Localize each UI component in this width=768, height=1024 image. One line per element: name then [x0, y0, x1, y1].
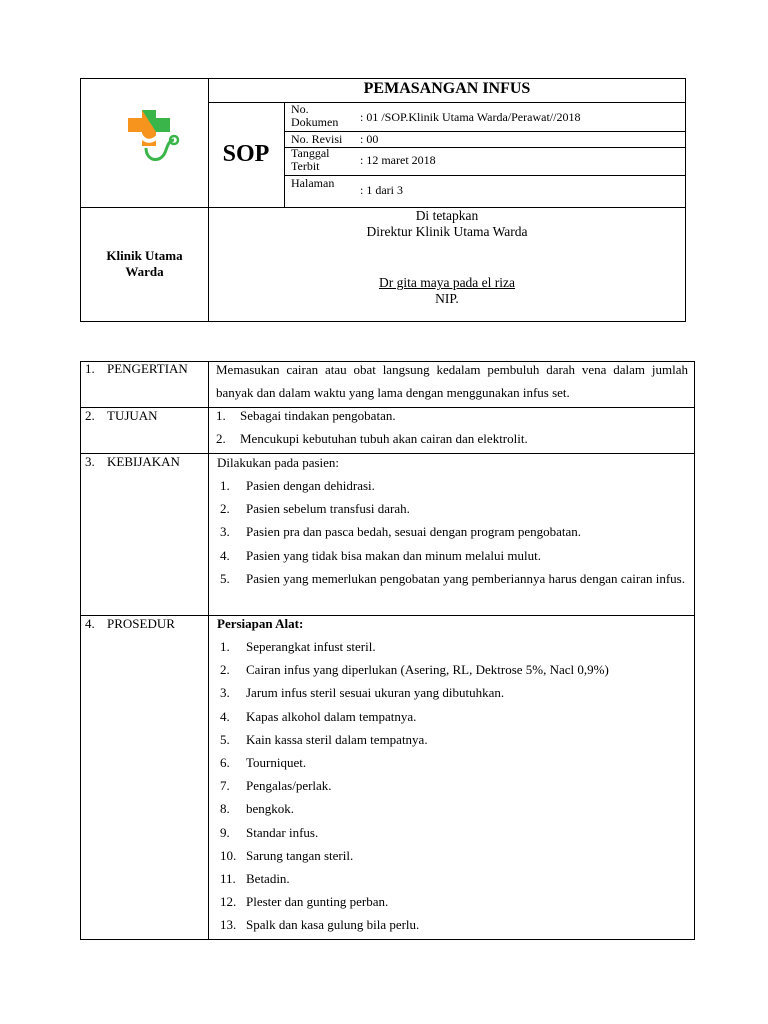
section-number: 3.	[85, 454, 95, 469]
signatory-name: Dr gita maya pada el riza	[378, 275, 516, 290]
section-number: 4.	[85, 616, 95, 631]
plus-stethoscope-icon	[116, 104, 182, 170]
clinic-name	[81, 248, 208, 280]
list-item: 1. Sebagai tindakan pengobatan.	[216, 408, 396, 423]
section-title: TUJUAN	[107, 408, 158, 423]
list-item: 2. Pasien sebelum transfusi darah.	[220, 501, 410, 517]
meta-label-no-revisi: No. Revisi	[291, 132, 343, 146]
section-title: KEBIJAKAN	[107, 454, 180, 469]
tujuan-list	[216, 404, 688, 450]
list-item: 7. Pengalas/perlak.	[220, 778, 332, 794]
document-title: PEMASANGAN INFUS	[363, 80, 531, 97]
section-label-pengertian	[85, 361, 188, 377]
signatory-nip: NIP.	[435, 291, 459, 306]
list-item: 1. Seperangkat infust steril.	[220, 639, 376, 654]
approval-line-2: Direktur Klinik Utama Warda	[366, 224, 528, 239]
list-item: 2. Cairan infus yang diperlukan (Asering, RL, Dektrose 5%, Nacl 0,9%)	[220, 662, 609, 678]
pengertian-text: Memasukan cairan atau obat langsung kedalam pembuluh darah vena dalam jumlah banyak dan dalam waktu yang lama dengan menggunakan infus set.	[216, 362, 688, 400]
meta-value-halaman: : 1 dari 3	[360, 183, 403, 197]
section-label-kebijakan	[85, 454, 180, 470]
meta-value-no-revisi: : 00	[360, 132, 379, 146]
prosedur-list	[217, 612, 689, 937]
list-item: 10. Sarung tangan steril.	[220, 847, 354, 863]
list-item: 13. Spalk dan kasa gulung bila perlu.	[220, 917, 420, 933]
list-item: 5. Pasien yang memerlukan pengobatan yang pemberiannya harus dengan cairan infus.	[220, 570, 685, 586]
list-item: 8. bengkok.	[220, 801, 295, 817]
clinic-name-line-2: Warda	[125, 264, 164, 279]
meta-label-no-dokumen: No. Dokumen	[291, 102, 339, 129]
section-title: PENGERTIAN	[107, 361, 188, 376]
section-label-tujuan	[85, 408, 158, 424]
kebijakan-list	[217, 451, 689, 590]
list-item: 4. Pasien yang tidak bisa makan dan minum melalui mulut.	[220, 547, 541, 563]
section-number: 1.	[85, 361, 95, 376]
section-number: 2.	[85, 408, 95, 423]
list-item: 12. Plester dan gunting perban.	[220, 894, 389, 910]
list-item: 4. Kapas alkohol dalam tempatnya.	[220, 708, 417, 724]
list-item: 9. Standar infus.	[220, 824, 319, 840]
clinic-name-line-1: Klinik Utama	[106, 248, 183, 263]
meta-label-halaman: Halaman	[291, 176, 335, 190]
list-item: 3. Jarum infus steril sesuai ukuran yang dibutuhkan.	[220, 685, 505, 701]
section-title: PROSEDUR	[107, 616, 175, 631]
meta-value-tanggal-terbit: : 12 maret 2018	[360, 153, 436, 167]
list-item: 5. Kain kassa steril dalam tempatnya.	[220, 731, 428, 747]
list-item: 1. Pasien dengan dehidrasi.	[220, 478, 375, 493]
approval-block	[208, 208, 686, 307]
list-item: 2. Mencukupi kebutuhan tubuh akan cairan dan elektrolit.	[216, 431, 528, 447]
approval-line-1: Di tetapkan	[415, 208, 479, 223]
list-item: 3. Pasien pra dan pasca bedah, sesuai dengan program pengobatan.	[220, 524, 581, 540]
kebijakan-intro: Dilakukan pada pasien:	[217, 455, 340, 470]
prosedur-heading: Persiapan Alat:	[217, 616, 304, 631]
meta-label-tanggal-terbit: Tanggal Terbit	[291, 146, 330, 173]
meta-value-no-dokumen: : 01 /SOP.Klinik Utama Warda/Perawat//2018	[360, 110, 581, 124]
clinic-logo	[116, 104, 182, 170]
list-item: 6. Tourniquet.	[220, 755, 307, 771]
list-item: 11. Betadin.	[220, 871, 290, 887]
section-label-prosedur	[85, 616, 175, 632]
sop-label: SOP	[222, 141, 270, 167]
